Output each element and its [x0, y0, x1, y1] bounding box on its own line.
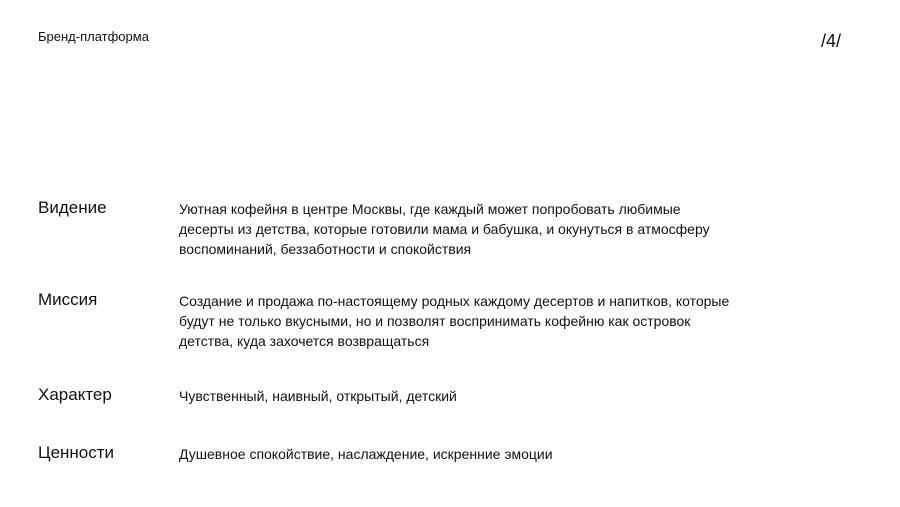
text-line: Уютная кофейня в центре Москвы, где каждый может попробовать любимые [179, 201, 681, 217]
section-text-character [179, 386, 779, 406]
text-line: Душевное спокойствие, наслаждение, искренние эмоции [179, 446, 553, 462]
section-label-mission: Миссия [38, 290, 98, 309]
text-line: детства, куда захочется возвращаться [179, 333, 430, 349]
section-label-character: Характер [38, 385, 112, 404]
text-line: Чувственный, наивный, открытый, детский [179, 388, 457, 404]
page-title: Бренд-платформа [38, 29, 149, 44]
section-label-vision: Видение [38, 198, 107, 217]
text-line: будут не только вкусными, но и позволят воспринимать кофейню как островок [179, 313, 691, 329]
section-text-vision [179, 199, 779, 259]
section-text-values [179, 444, 779, 464]
text-line: воспоминаний, беззаботности и спокойствия [179, 241, 472, 257]
page-number: /4/ [820, 31, 841, 51]
section-label-values: Ценности [38, 443, 115, 462]
section-text-mission [179, 291, 779, 351]
text-line: Создание и продажа по-настоящему родных каждому десертов и напитков, которые [179, 293, 730, 309]
text-line: десерты из детства, которые готовили мама и бабушка, и окунуться в атмосферу [179, 221, 710, 237]
